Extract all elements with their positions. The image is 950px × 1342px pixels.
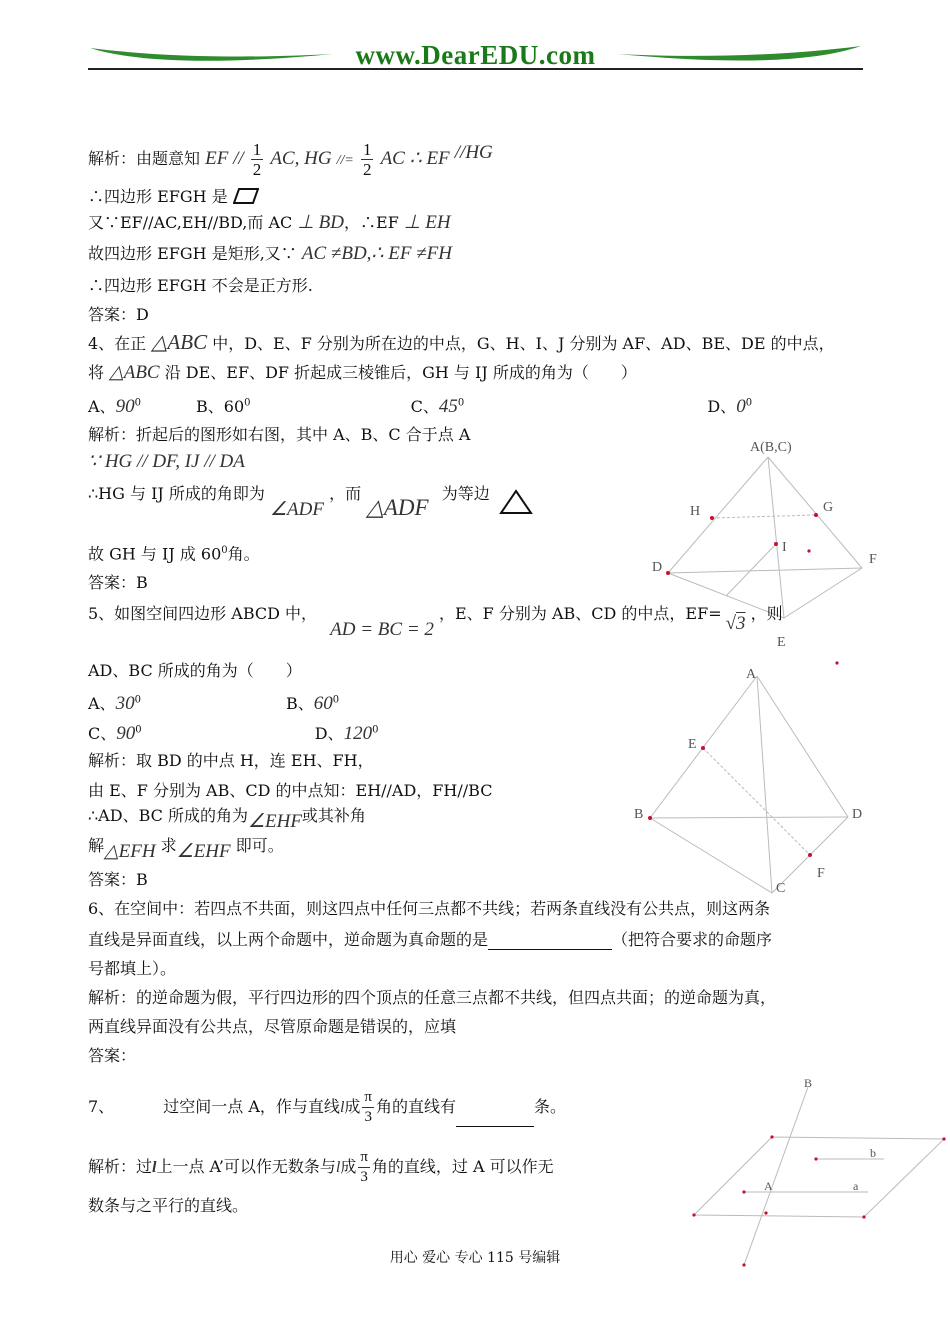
math: AC ∴ EF <box>380 148 450 169</box>
label-b: B <box>634 807 644 822</box>
q6-solution-2: 两直线异面没有公共点，尽管原命题是错误的，应填 <box>88 1017 457 1036</box>
option-c: C、$45^0$ <box>410 396 465 418</box>
question-4-options <box>88 394 752 417</box>
question-7: 7、 过空间一点 A，作与直线l成 $\frac{\pi}{3}$ 角的直线有 条。 <box>88 1089 567 1125</box>
triangle-icon <box>499 489 533 515</box>
text: ，而 <box>329 484 362 503</box>
option-d: D、$120^0$ <box>314 723 379 745</box>
plane-lines-figure <box>688 1075 946 1270</box>
option-c: C、$90^0$ <box>88 723 142 745</box>
option-b: B、$60^0$ <box>286 693 340 715</box>
q6-solution-1: 解析：的逆命题为假，平行四边形的四个顶点的任意三点都不共线，但四点共面；的逆命题为真， <box>88 988 777 1007</box>
fraction: $\frac{\pi}{3}$ <box>364 1089 372 1125</box>
site-url[interactable]: www.DearEDU.com <box>355 40 596 70</box>
text: ，则 <box>750 604 783 623</box>
text: 为等边 <box>441 484 490 503</box>
parallelogram-icon <box>233 188 259 204</box>
text: 4、在正 <box>88 334 147 353</box>
question-4-line-1 <box>88 332 835 354</box>
analysis-line-4 <box>88 244 452 264</box>
math: AC, HG <box>270 148 332 169</box>
text: 沿 DE、EF、DF 折起成三棱锥后，GH 与 IJ 所成的角为（ ） <box>164 363 637 382</box>
text: 又∵EF//AC,EH//BD,而 AC <box>88 213 293 232</box>
q5-solution-4: 解△EFH 求∠EHF 即可。 <box>88 836 284 862</box>
label-i: I <box>782 540 787 555</box>
question-6-line-2: 直线是异面直线，以上两个命题中，逆命题为真命题的是 （把符合要求的命题序 <box>88 930 773 949</box>
answer-5: 答案：B <box>88 870 148 889</box>
q4-solution-2: ∵ HG // DF, IJ // DA <box>88 451 245 472</box>
q4-solution-4: 故 GH 与 IJ 成 $60^0$角。 <box>88 544 260 564</box>
question-6-line-3: 号都填上）。 <box>88 959 177 978</box>
text: 中，D、E、F 分别为所在边的中点，G、H、I、J 分别为 AF、AD、BE、DE 的中点， <box>212 334 835 353</box>
sqrt: √3 <box>725 613 746 634</box>
math: EF // <box>205 148 244 169</box>
question-5-line-2: AD、BC 所成的角为（ ） <box>88 661 302 680</box>
answer-blank[interactable] <box>488 929 612 950</box>
q5-solution-3: ∴AD、BC 所成的角为∠EHF或其补角 <box>88 806 366 832</box>
label-e: E <box>777 635 786 650</box>
option-a: A、$30^0$ <box>88 693 141 715</box>
text: 将 <box>88 363 105 382</box>
space-quadrilateral-figure <box>630 660 875 905</box>
math: ∠ADF <box>270 499 324 520</box>
q4-solution-3 <box>88 484 533 520</box>
question-6-line-1: 6、在空间中：若四点不共面，则这四点中任何三点都不共线；若两条直线没有公共点，则这两条 <box>88 899 771 918</box>
math: //HG <box>454 142 493 163</box>
answer-4: 答案：B <box>88 573 148 592</box>
q5-solution-2: 由 E、F 分别为 AB、CD 的中点知：EH//AD，FH//BC <box>88 781 493 800</box>
label-f: F <box>869 552 877 567</box>
option-a: A、$90^0$ <box>88 396 141 418</box>
label-a-lower: a <box>853 1179 859 1193</box>
text: 故四边形 EFGH 是矩形,又∵ <box>88 244 297 263</box>
analysis-line-5: ∴四边形 EFGH 不会是正方形. <box>88 276 313 295</box>
q5-options-row1 <box>88 691 339 714</box>
math: ⊥ BD <box>297 212 345 233</box>
text: ∴HG 与 IJ 所成的角即为 <box>88 484 265 503</box>
analysis-line-1 <box>88 140 493 179</box>
math: △ABC <box>151 330 208 354</box>
question-4-line-2 <box>88 363 637 383</box>
label-h: H <box>690 504 701 519</box>
label-d: D <box>852 807 863 822</box>
text: 解析：由题意知 <box>88 149 201 168</box>
math: ⊥ EH <box>403 212 451 233</box>
q7-solution-2: 数条与之平行的直线。 <box>88 1196 249 1215</box>
math-symbol: //= <box>336 153 354 168</box>
header-rule <box>88 68 863 70</box>
question-5-line-1 <box>88 604 783 640</box>
fraction: $\frac{\pi}{3}$ <box>360 1149 368 1185</box>
math: AD = BC = 2 <box>330 619 434 640</box>
q5-solution-1: 解析：取 BD 的中点 H，连 EH、FH， <box>88 751 374 770</box>
label-a: A(B,C) <box>750 440 792 455</box>
option-d: D、$0^0$ <box>707 396 753 418</box>
label-c: C <box>776 881 786 896</box>
label-a-upper: A <box>764 1179 773 1193</box>
q4-solution-1: 解析：折起后的图形如右图，其中 A、B、C 合于点 A <box>88 425 471 444</box>
page-footer: 用心 爱心 专心 115 号编辑 <box>389 1250 561 1266</box>
fraction: $\frac{1}{2}$ <box>362 140 372 179</box>
answer-6: 答案： <box>88 1046 137 1065</box>
answer-blank[interactable] <box>456 1106 534 1127</box>
label-a: A <box>746 667 757 682</box>
q5-options-row2 <box>88 721 378 744</box>
analysis-line-2 <box>88 187 259 207</box>
q7-solution-1: 解析：过l上一点 A’可以作无数条与l成 $\frac{\pi}{3}$ 角的直线，过 A 可以作无 <box>88 1149 554 1185</box>
fraction: $\frac{1}{2}$ <box>252 140 262 179</box>
text: ∴四边形 EFGH 是 <box>88 187 228 206</box>
label-b-lower: b <box>870 1146 876 1160</box>
text: ，∴EF <box>344 213 399 232</box>
math: △ADF <box>366 495 429 520</box>
option-b: B、$60^0$ <box>196 397 251 417</box>
text: ，E、F 分别为 AB、CD 的中点，EF= <box>438 604 722 623</box>
site-header <box>88 36 863 76</box>
math: AC ≠BD,∴ EF ≠FH <box>301 243 452 264</box>
label-f: F <box>817 866 825 881</box>
math: △ABC <box>109 362 160 383</box>
label-e: E <box>688 737 697 752</box>
answer-3: 答案：D <box>88 305 149 324</box>
analysis-line-3 <box>88 213 451 233</box>
label-g: G <box>823 500 834 515</box>
label-b-upper: B <box>804 1076 813 1090</box>
text: 5、如图空间四边形 ABCD 中， <box>88 604 318 623</box>
label-d: D <box>652 560 663 575</box>
